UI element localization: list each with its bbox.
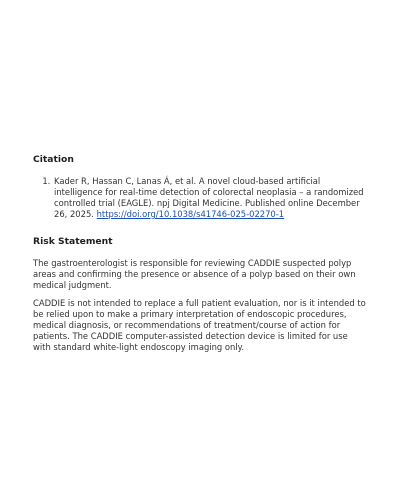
risk-statement-heading: Risk Statement xyxy=(33,236,113,247)
risk-paragraph-limitations: CADDIE is not intended to replace a full patient evaluation, nor is it intended to be relied upon to make a primary interpretation of endoscopic procedures, medical diagnosis, or recommendations of treatment/course of action for patients. The CADDIE computer-assisted detection device is limited for use with standard white-light endoscopy imaging only. xyxy=(33,298,366,352)
risk-statement-section xyxy=(33,236,367,360)
citation-list xyxy=(33,176,367,220)
citation-section xyxy=(33,154,367,220)
citation-heading: Citation xyxy=(33,154,74,165)
citation-text: Kader R, Hassan C, Lanas Á, et al. A novel cloud-based artificial intelligence for real-time detection of colorectal neoplasia – a randomized controlled trial (EAGLE). npj Digital Medicine. Published online December 26, 2025. xyxy=(54,176,364,219)
risk-paragraph-responsibility: The gastroenterologist is responsible for reviewing CADDIE suspected polyp areas and confirming the presence or absence of a polyp based on their own medical judgment. xyxy=(33,258,356,290)
citation-item xyxy=(53,176,367,220)
doi-link[interactable]: https://doi.org/10.1038/s41746-025-02270-1 xyxy=(96,209,285,219)
